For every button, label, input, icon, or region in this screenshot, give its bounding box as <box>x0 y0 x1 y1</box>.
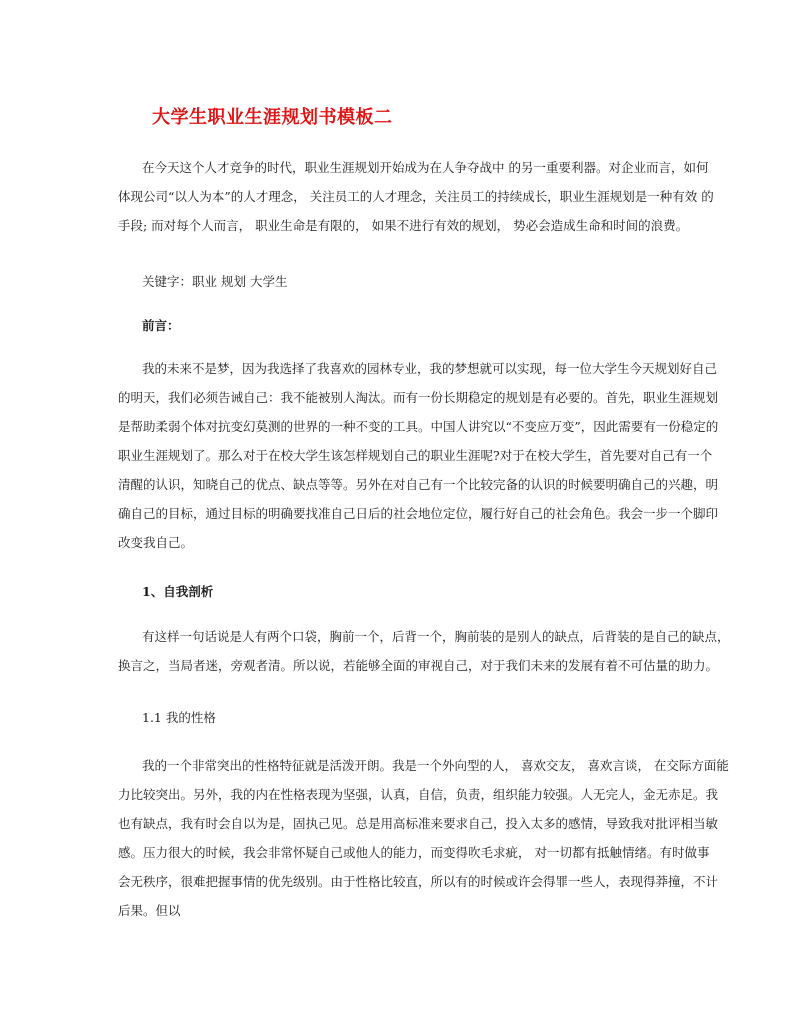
section1-line-1: 有这样一句话说是人有两个口袋，胸前一个，后背一个，胸前装的是别人的缺点，后背装的是自己的缺点， <box>142 629 730 644</box>
section1-1-line-1: 我的一个非常突出的性格特征就是活泼开朗。我是一个外向型的人， 喜欢交友， 喜欢言谈， 在交际方面能 <box>142 758 729 773</box>
section1-line-2: 换言之，当局者迷，旁观者清。所以说，若能够全面的审视自己，对于我们未来的发展有着不可估量的助力。 <box>118 658 719 673</box>
preface-paragraph <box>118 354 719 557</box>
preface-line-3: 是帮助柔弱个体对抗变幻莫测的世界的一种不变的工具。中国人讲究以“不变应万变”，因此需要有一份稳定的 <box>118 419 719 434</box>
section1-1-line-4: 感。压力很大的时候，我会非常怀疑自己或他人的能力，而变得吹毛求疵， 对一切都有抵触情绪。有时做事 <box>118 845 710 860</box>
intro-paragraph <box>118 153 714 240</box>
document-title: 大学生职业生涯规划书模板二 <box>152 107 393 128</box>
preface-heading-text: 前言： <box>142 318 180 333</box>
preface-line-7: 改变我自己。 <box>118 535 194 550</box>
section1-1-paragraph <box>118 751 729 925</box>
section1-1-heading-text: 1.1 我的性格 <box>142 710 216 725</box>
section1-heading <box>118 577 688 606</box>
keywords-text: 关键字：职业 规划 大学生 <box>142 274 288 289</box>
section1-paragraph <box>118 622 730 680</box>
preface-line-4: 职业生涯规划了。那么对于在校大学生该怎样规划自己的职业生涯呢?对于在校大学生，首先要对自己有一个 <box>118 448 713 463</box>
preface-line-1: 我的未来不是梦，因为我选择了我喜欢的园林专业，我的梦想就可以实现，每一位大学生今天规划好自己 <box>142 361 718 376</box>
preface-line-5: 清醒的认识，知晓自己的优点、缺点等等。另外在对自己有一个比较完备的认识的时候要明确自己的兴趣，明 <box>118 477 719 492</box>
preface-line-6: 确自己的目标，通过目标的明确要找准自己日后的社会地位定位，履行好自己的社会角色。我会一步一个脚印 <box>118 506 719 521</box>
intro-line-1: 在今天这个人才竞争的时代，职业生涯规划开始成为在人争夺战中 的另一重要利器。对企业而言，如何 <box>142 160 709 175</box>
section1-1-heading <box>118 703 688 732</box>
preface-line-2: 的明天，我们必须告诫自己：我不能被别人淘汰。而有一份长期稳定的规划是有必要的。首先，职业生涯规划 <box>118 390 719 405</box>
section1-1-line-2: 力比较突出。另外，我的内在性格表现为坚强，认真，自信，负责，组织能力较强。人无完人，金无赤足。我 <box>118 787 719 802</box>
preface-heading <box>118 311 688 340</box>
section1-1-line-3: 也有缺点，我有时会自以为是，固执己见。总是用高标准来要求自己，投入太多的感情，导致我对批评相当敏 <box>118 816 719 831</box>
keywords-line <box>118 267 688 296</box>
section1-1-line-6: 后果。但以 <box>118 903 181 918</box>
section1-heading-text: 1、自我剖析 <box>142 584 214 599</box>
intro-line-2: 体现公司“以人为本”的人才理念， 关注员工的人才理念，关注员工的持续成长，职业生涯规划是一种有效 的 <box>118 189 714 204</box>
section1-1-line-5: 会无秩序，很难把握事情的优先级别。由于性格比较直，所以有的时候或许会得罪一些人，表现得莽撞，不计 <box>118 874 719 889</box>
intro-line-3: 手段; 而对每个人而言， 职业生命是有限的， 如果不进行有效的规划， 势必会造成生命和时间的浪费。 <box>118 218 689 233</box>
